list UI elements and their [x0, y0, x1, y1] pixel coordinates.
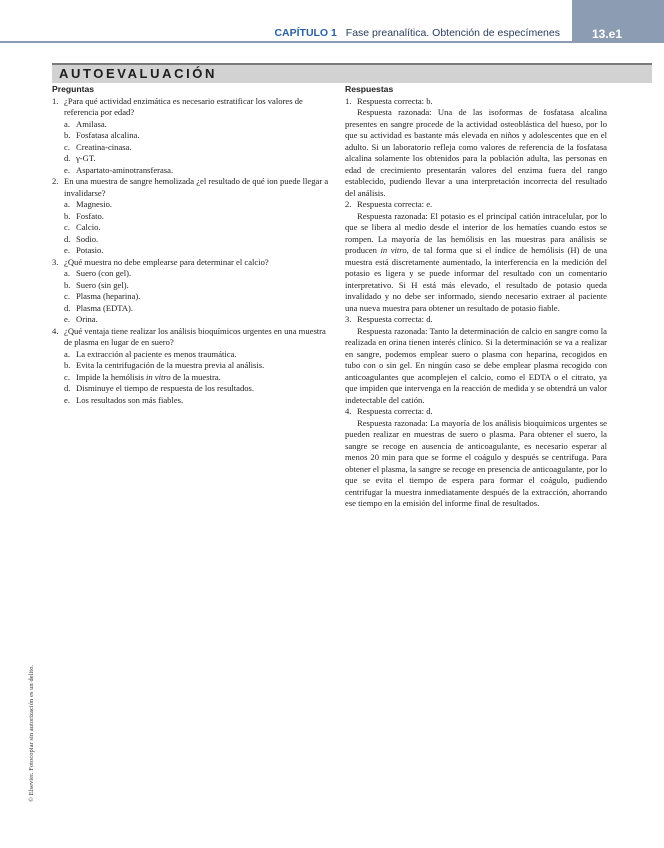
question-number: 3. — [52, 256, 59, 267]
option: c. Creatina-cinasa. — [64, 141, 132, 152]
questions-column — [52, 84, 332, 406]
chapter-title: Fase preanalítica. Obtención de especímenes — [345, 27, 560, 39]
answers-column — [345, 84, 607, 510]
answer-3 — [345, 314, 607, 406]
option: a. Magnesio. — [64, 199, 113, 209]
question-1 — [52, 96, 332, 177]
section-title: AUTOEVALUACIÓN — [59, 66, 217, 81]
option: c. Calcio. — [64, 222, 101, 232]
option: d. Sodio. — [64, 233, 99, 244]
question-text: En una muestra de sangre hemolizada ¿el resultado de qué ion puede llegar a invalidarse? — [64, 176, 329, 198]
question-3 — [52, 257, 332, 326]
option: b. Fosfatasa alcalina. — [64, 130, 140, 140]
option: a. La extracción al paciente es menos traumática. — [64, 348, 237, 359]
page-number-tab — [572, 0, 664, 43]
chapter-label: CAPÍTULO 1 — [274, 27, 337, 39]
question-number: 1. — [52, 95, 59, 106]
section-header-bar — [52, 63, 652, 83]
option: b. Fosfato. — [64, 210, 104, 221]
question-text: ¿Qué ventaja tiene realizar los análisis bioquímicos urgentes en una muestra de plasma en lugar de en suero? — [64, 325, 326, 347]
answer-explanation: Respuesta razonada: Tanto la determinación de calcio en sangre como la realizada en orina tienen interés clínico. Si la determinación se va a realizar en sangre, podemos emplear suero o plasma con heparina, recogidos en tubo con o sin gel. En ningún caso se debe emplear plasma recogido con anticoagulantes que acomplejen el calcio, como el EDTA o el citrato, ya que impiden que intervenga en la reacción de medida y se obtendrá un valor indetectable del catión. — [345, 325, 607, 405]
question-number: 4. — [52, 325, 59, 336]
answer-2 — [345, 199, 607, 314]
option: c. Plasma (heparina). — [64, 291, 141, 301]
answer-4 — [345, 406, 607, 510]
correct-answer: Respuesta correcta: d. — [357, 406, 433, 416]
option: b. Evita la centrifugación de la muestra previa al análisis. — [64, 360, 265, 370]
answer-1 — [345, 96, 607, 200]
answer-number: 4. — [345, 406, 352, 416]
option: d. γ-GT. — [64, 153, 96, 163]
answer-explanation: Respuesta razonada: El potasio es el principal catión intracelular, por lo que se libera al medio desde el interior de los hematíes cuando estos se rompen. La mayoría de las hemólisis en las muestras para análisis se producen in vitro, de tal forma que si el índice de hemólisis (H) de una muestra está discretamente aumentado, la interferencia en la medición del potasio es ligera y se puede informar del resultado con un comentario interpretativo. Si H está más elevado, el resultado de potasio queda invalidado y no debe ser informado, siendo necesario extraer al paciente una nueva muestra para obtener un resultado de potasio fiable. — [345, 210, 608, 313]
page-number: 13.e1 — [592, 27, 623, 41]
answers-heading: Respuestas — [345, 84, 394, 94]
option: d. Disminuye el tiempo de respuesta de los resultados. — [64, 383, 255, 393]
answer-number: 2. — [345, 199, 352, 209]
question-number: 2. — [52, 176, 59, 186]
correct-answer: Respuesta correcta: d. — [357, 314, 433, 324]
answer-explanation: Respuesta razonada: La mayoría de los análisis bioquímicos urgentes se pueden realizar en muestras de suero o plasma. Para obtener el suero, la sangre se recoge en ausencia de anticoagulante, es necesario esperar al menos 20 min para que se forme el coágulo y después se centrifuga. Para obtener el plasma, la sangre se recoge en presencia de anticoagulante, por lo que se evita el tiempo de espera para formar el coágulo, pudiendo centrifugar la muestra inmediatamente después de la extracción, ahorrando ese tiempo en la emisión del informe final de resultados. — [345, 417, 607, 508]
option: e. Los resultados son más fiables. — [64, 394, 184, 405]
questions-heading: Preguntas — [52, 84, 95, 94]
option: a. Suero (con gel). — [64, 268, 132, 278]
correct-answer: Respuesta correcta: b. — [357, 95, 433, 106]
copyright-text: © Elsevier. Fotocopiar sin autorización es un delito. — [28, 664, 35, 802]
question-text: ¿Para qué actividad enzimática es necesario estratificar los valores de referencia por edad? — [64, 95, 303, 117]
option: d. Plasma (EDTA). — [64, 302, 134, 313]
answer-number: 3. — [345, 314, 352, 324]
option: e. Orina. — [64, 314, 98, 324]
correct-answer: Respuesta correcta: e. — [357, 199, 433, 209]
option: c. Impide la hemólisis in vitro de la muestra. — [64, 371, 221, 382]
answer-explanation: Respuesta razonada: Una de las isoformas de fosfatasa alcalina presentes en sangre procede de la actividad osteoblástica del hueso, por lo que su actividad es bastante más elevada en niños y adolescentes que en el adulto. Si un laboratorio refleja como valores de referencia de la fosfatasa alcalina solamente los obtenidos para la población adulta, las personas en edad de crecimiento presentarán valores del enzima fuera del rango establecido, pudiendo llevar a una interpretación incorrecta del resultado del análisis. — [345, 107, 607, 198]
question-4 — [52, 326, 332, 407]
option: e. Aspartato-aminotransferasa. — [64, 164, 174, 175]
option: e. Potasio. — [64, 245, 104, 255]
option: b. Suero (sin gel). — [64, 279, 129, 290]
running-head — [274, 27, 560, 39]
answer-number: 1. — [345, 95, 352, 106]
question-2 — [52, 176, 332, 257]
page-header — [0, 0, 664, 44]
copyright-notice — [28, 630, 40, 802]
question-text: ¿Qué muestra no debe emplearse para determinar el calcio? — [64, 256, 269, 267]
option: a. Amilasa. — [64, 118, 107, 129]
header-rule — [0, 41, 572, 43]
